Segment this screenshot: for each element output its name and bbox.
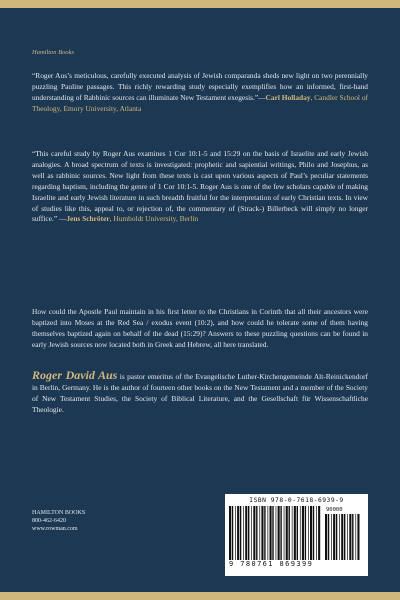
author-name: Roger David Aus [32, 368, 118, 382]
quote-text: “This careful study by Roger Aus examines 1 Cor 10:1-5 and 15:29 on the basis of Israelite and early Jewish analogies. A broad spectrum of texts is investigated: prophetic and sapiential writings, Philo and Josephus, as well as rabbinic sources. New light from these texts is cast upon various aspects of Paul’s peculiar statements regarding baptism, including the genre of 1 Cor 10:1-5. Roger Aus is one of the few scholars capable of making Israelite and early Jewish literature in such breadth fruitful for the interpretation of early Christian texts. In view of studies like this, appeal to, or rejection of, the commentary of (Strack-) Billerbeck will simply no longer suffice.” — [32, 149, 368, 224]
quote-author: Carl Holladay [265, 92, 311, 102]
bottom-gold-band [0, 592, 400, 600]
author-bio [32, 370, 368, 416]
quote-institution: , Candler School of Theology, Emory University, Atlanta [32, 92, 368, 113]
quote-institution: , Humboldt University, Berlin [109, 214, 199, 224]
publisher-block [32, 509, 85, 533]
author-bio-text: is pastor emeritus of the Evangelische Luther-Kirchengemeinde Alt-Reinickendorf in Berlin, Germany. He is the author of fourteen other books on the New Testament and a member of the Society of New Testament Studies, the Society of Biblical Literature, and the Gesellschaft für Wissenschaftliche Theologie. [32, 372, 368, 414]
quote-author: Jens Schröter [66, 214, 110, 224]
price-code: 90000 [326, 507, 343, 513]
endorsement-quote-1 [32, 71, 368, 115]
imprint-label: Hamilton Books [32, 49, 75, 56]
barcode-panel [225, 494, 368, 576]
barcode-digits: 9 780761 869399 [229, 560, 314, 568]
publisher-url: www.rowman.com [32, 526, 78, 532]
top-gold-band [0, 0, 400, 8]
publisher-phone: 800-462-6420 [32, 518, 66, 524]
quote-text: “Roger Aus’s meticulous, carefully executed analysis of Jewish comparanda sheds new light on two perennially puzzling Pauline passages. This richly rewarding study especially exemplifies how an informed, first-hand understanding of Rabbinic sources can illuminate New Testament exegesis.”— [32, 71, 368, 102]
endorsement-quote-2 [32, 149, 368, 225]
book-description: How could the Apostle Paul maintain in his first letter to the Christians in Corinth that all their ancestors were baptized into Moses at the Red Sea / exodus event (10:2), and how could he tolerate some of them having themselves baptized again on behalf of the dead (15:29)? Answers to these puzzling questions can be found in early Jewish sources now located both in Greek and Hebrew, all here translated. [32, 307, 368, 349]
publisher-name: HAMILTON BOOKS [32, 510, 86, 516]
ean-barcode [229, 506, 321, 560]
isbn-text: ISBN 978-0-7618-6939-9 [249, 497, 344, 504]
addon-barcode [325, 514, 361, 560]
